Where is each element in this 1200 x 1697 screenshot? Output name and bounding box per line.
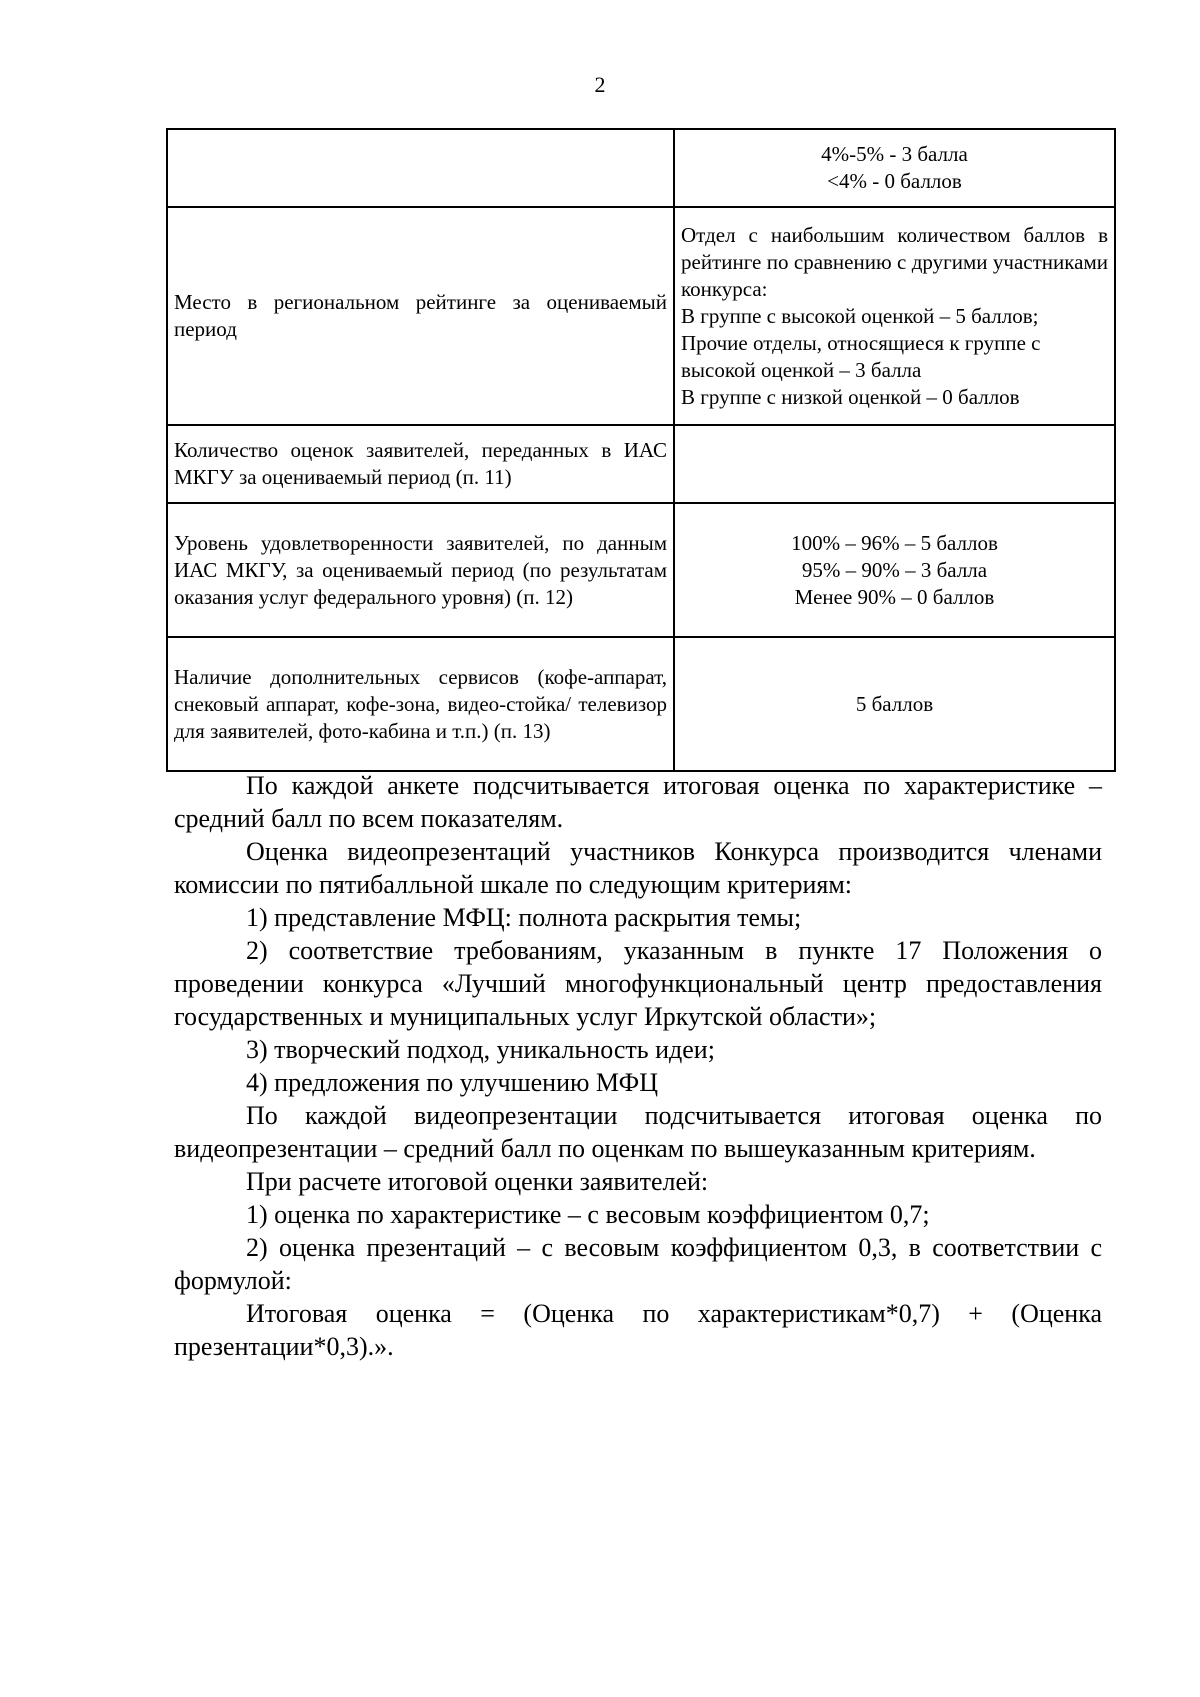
criterion-name-cell: Уровень удовлетворенности заявителей, по данным ИАС МКГУ, за оцениваемый период (по результатам оказания услуг федерального уровня) (п. 12) xyxy=(167,503,674,637)
table-row xyxy=(167,129,1115,207)
score-line: <4% - 0 баллов xyxy=(827,169,962,193)
criterion-name-cell xyxy=(167,129,674,207)
table-row xyxy=(167,637,1115,771)
criterion-name-cell: Место в региональном рейтинге за оцениваемый период xyxy=(167,207,674,425)
table-row xyxy=(167,207,1115,425)
paragraph: При расчете итоговой оценки заявителей: xyxy=(246,1167,709,1196)
paragraph: 3) творческий подход, уникальность идеи; xyxy=(246,1035,715,1064)
score-cell xyxy=(674,207,1115,425)
score-line: Менее 90% – 0 баллов xyxy=(794,584,995,609)
paragraph: По каждой видеопрезентации подсчитывается итоговая оценка по видеопрезентации – средний балл по оценкам по вышеуказанным критериям. xyxy=(174,1101,1102,1163)
score-cell xyxy=(674,129,1115,207)
score-line: 100% – 96% – 5 баллов xyxy=(791,530,998,555)
score-line: 4%-5% - 3 балла xyxy=(821,142,968,166)
paragraph: 2) оценка презентаций – с весовым коэффициентом 0,3, в соответствии с формулой: xyxy=(174,1233,1102,1295)
paragraph: Оценка видеопрезентаций участников Конкурса производится членами комиссии по пятибалльной шкале по следующим критериям: xyxy=(174,837,1102,899)
score-intro: Отдел с наибольшим количеством баллов в рейтинге по сравнению с другими участниками конкурса: xyxy=(681,222,1108,301)
criteria-table xyxy=(166,128,1116,772)
score-line: 95% – 90% – 3 балла xyxy=(801,557,988,582)
paragraph: По каждой анкете подсчитывается итоговая оценка по характеристике – средний балл по всем показателям. xyxy=(174,771,1102,833)
paragraph: Итоговая оценка = (Оценка по характеристикам*0,7) + (Оценка презентации*0,3).». xyxy=(174,1299,1102,1361)
score-cell xyxy=(674,425,1115,503)
criterion-name-cell: Наличие дополнительных сервисов (кофе-аппарат, снековый аппарат, кофе-зона, видео-стойка/ телевизор для заявителей, фото-кабина и т.п.) (п. 13) xyxy=(167,637,674,771)
paragraph: 4) предложения по улучшению МФЦ xyxy=(246,1068,659,1097)
criterion-name-cell: Количество оценок заявителей, переданных в ИАС МКГУ за оцениваемый период (п. 11) xyxy=(167,425,674,503)
table-row xyxy=(167,503,1115,637)
page-number: 2 xyxy=(594,72,606,97)
score-line: В группе с высокой оценкой – 5 баллов; xyxy=(681,303,1039,328)
paragraph: 2) соответствие требованиям, указанным в пункте 17 Положения о проведении конкурса «Лучший многофункциональный центр предоставления государственных и муниципальных услуг Иркутской области»; xyxy=(174,936,1102,1031)
score-line: Прочие отделы, относящиеся к группе с высокой оценкой – 3 балла xyxy=(681,330,1041,382)
paragraph: 1) оценка по характеристике – с весовым коэффициентом 0,7; xyxy=(246,1200,930,1229)
score-cell xyxy=(674,503,1115,637)
score-line: В группе с низкой оценкой – 0 баллов xyxy=(681,384,1020,409)
body-text xyxy=(174,769,1102,1363)
paragraph: 1) представление МФЦ: полнота раскрытия темы; xyxy=(246,903,802,932)
score-cell: 5 баллов xyxy=(674,637,1115,771)
table-row xyxy=(167,425,1115,503)
